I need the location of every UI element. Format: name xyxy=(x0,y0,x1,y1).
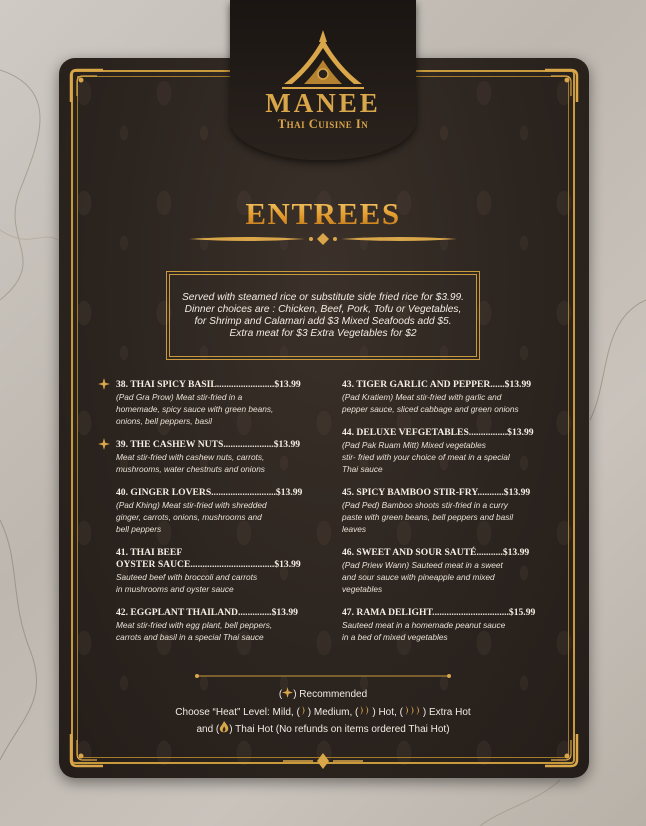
item-title: 40. GINGER LOVERS...........................$13.99 xyxy=(116,487,303,498)
menu-item xyxy=(116,487,316,535)
note-line: for Shrimp and Calamari add $3 Mixed Seafoods add $5. xyxy=(194,315,452,327)
menu-item xyxy=(116,547,316,595)
bottom-ornament xyxy=(283,752,363,770)
corner-ornament-bottom-right xyxy=(541,730,581,770)
single-chili-icon xyxy=(300,705,308,716)
serving-note-box xyxy=(166,271,480,360)
item-description: (Pad Gra Prow) Meat stir-fried in a homemade, spicy sauce with green beans, onions, bell peppers, basil xyxy=(116,392,274,426)
legend-heat-levels: Choose “Heat” Level: Mild, ( ) Medium, ( ) Hot, ( ) Extra Hot xyxy=(175,707,471,718)
item-title: 41. THAI BEEF xyxy=(116,547,183,558)
recommended-sparkle-icon xyxy=(98,438,110,450)
item-description: Sauteed meat in a homemade peanut sauce in a bed of mixed vegetables xyxy=(342,620,506,642)
menu-item xyxy=(116,379,316,427)
title-divider-ornament xyxy=(187,232,459,246)
item-title: 42. EGGPLANT THAILAND..............$13.99 xyxy=(116,607,298,618)
thai-roof-logo-icon xyxy=(282,28,364,90)
corner-ornament-top-left xyxy=(67,66,107,106)
item-description: (Pad Priew Wann) Sauteed meat in a sweet and sour sauce with pineapple and mixed vegetables xyxy=(342,560,503,594)
item-description: Sauteed beef with broccoli and carrots in mushrooms and oyster sauce xyxy=(116,572,258,594)
menu-item xyxy=(116,607,316,643)
note-line: Served with steamed rice or substitute side fried rice for $3.99. xyxy=(182,291,464,303)
flame-icon xyxy=(219,721,229,733)
menu-item xyxy=(342,547,542,595)
menu-item xyxy=(116,439,316,475)
menu-item xyxy=(342,487,542,535)
item-description: (Pad Ped) Bamboo shoots stir-fried in a curry paste with green beans, bell peppers and basil leaves xyxy=(342,500,514,534)
item-description: (Pad Kratiem) Meat stir-fried with garlic and pepper sauce, sliced cabbage and green onions xyxy=(342,392,519,414)
legend-recommended: ( ) Recommended xyxy=(278,689,368,700)
menu-item xyxy=(342,427,542,475)
note-line: Extra meat for $3 Extra Vegetables for $2 xyxy=(229,327,417,339)
page-title: ENTREES xyxy=(160,196,486,232)
double-chili-icon xyxy=(358,705,372,716)
brand-subtitle: Thai Cuisine In xyxy=(277,117,369,131)
note-line: Dinner choices are : Chicken, Beef, Pork, Tofu or Vegetables, xyxy=(184,303,462,315)
legend-divider-ornament xyxy=(187,671,459,681)
legend-thai-hot: and ( ) Thai Hot (No refunds on items ordered Thai Hot) xyxy=(120,721,526,736)
item-description: (Pad Khing) Meat stir-fried with shredded ginger, carrots, onions, mushrooms and bell peppers xyxy=(116,500,267,534)
item-title: 38. THAI SPICY BASIL........................$13.99 xyxy=(116,379,301,390)
menu-item xyxy=(342,607,542,643)
menu-item xyxy=(342,379,542,415)
item-title: 43. TIGER GARLIC AND PEPPER......$13.99 xyxy=(342,379,532,390)
item-title: 47. RAMA DELIGHT................................$15.99 xyxy=(342,607,536,618)
item-title: 44. DELUXE VEFGETABLES................$13.99 xyxy=(342,427,534,438)
item-title: OYSTER SAUCE...................................$13.99 xyxy=(116,559,301,570)
corner-ornament-bottom-left xyxy=(67,730,107,770)
item-description: Meat stir-fried with egg plant, bell peppers, carrots and basil in a special Thai sauce xyxy=(116,620,273,642)
item-description: Meat stir-fried with cashew nuts, carrots, mushrooms, water chestnuts and onions xyxy=(116,452,265,474)
item-title: 46. SWEET AND SOUR SAUTÉ...........$13.99 xyxy=(342,547,530,558)
corner-ornament-top-right xyxy=(541,66,581,106)
sparkle-icon xyxy=(282,687,293,698)
item-description: (Pad Pak Ruam Mitt) Mixed vegetables stir- fried with your choice of meat in a special Thai sauce xyxy=(342,440,510,474)
recommended-sparkle-icon xyxy=(98,378,110,390)
item-title: 45. SPICY BAMBOO STIR-FRY...........$13.99 xyxy=(342,487,531,498)
brand-name: MANEE xyxy=(265,88,381,118)
triple-chili-icon xyxy=(403,705,423,716)
item-title: 39. THE CASHEW NUTS.....................$13.99 xyxy=(116,439,301,450)
